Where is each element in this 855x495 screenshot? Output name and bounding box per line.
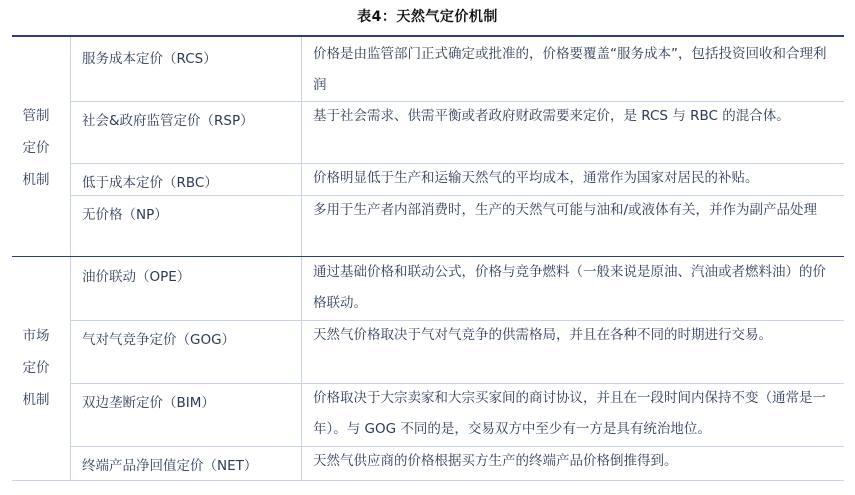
- mechanism-description: 价格明显低于生产和运输天然气的平均成本，通常作为国家对居民的补贴。: [313, 170, 759, 186]
- table-top-rule: [12, 35, 844, 37]
- group-label-line: 定价: [22, 360, 50, 376]
- group-label-line: 管制: [22, 108, 50, 124]
- table-title: 表4：天然气定价机制: [357, 9, 498, 25]
- table-bottom-rule: [12, 480, 844, 481]
- mechanism-name: 社会&政府监管定价（RSP）: [82, 113, 254, 129]
- mechanism-description: 多用于生产者内部消费时，生产的天然气可能与油和/或液体有关，并作为副产品处理: [313, 202, 818, 218]
- mechanism-description: 天然气价格取决于气对气竞争的供需格局，并且在各种不同的时期进行交易。: [313, 327, 772, 343]
- column-divider: [301, 37, 302, 256]
- column-divider: [70, 37, 71, 256]
- group-label-line: 机制: [22, 172, 50, 188]
- mechanism-description: 价格是由监管部门正式确定或批准的，价格要覆盖“服务成本”，包括投资回收和合理利润: [313, 46, 827, 93]
- group-label-line: 市场: [22, 328, 50, 344]
- mechanism-name: 气对气竞争定价（GOG）: [82, 332, 236, 348]
- group-label-regulated: [12, 100, 60, 196]
- group-label-market: [12, 320, 60, 416]
- mechanism-name: 服务成本定价（RCS）: [82, 51, 217, 67]
- mechanism-name: 终端产品净回值定价（NET）: [82, 458, 258, 474]
- group-label-line: 定价: [22, 140, 50, 156]
- mechanism-name: 无价格（NP）: [82, 207, 168, 223]
- mechanism-name: 油价联动（OPE）: [82, 269, 191, 285]
- mechanism-description: 天然气供应商的价格根据买方生产的终端产品价格倒推得到。: [313, 453, 678, 469]
- mechanism-description: 价格取决于大宗卖家和大宗买家间的商讨协议，并且在一段时间内保持不变（通常是一年）。与 GOG 不同的是，交易双方中至少有一方是具有统治地位。: [313, 390, 826, 437]
- mechanism-description: 通过基础价格和联动公式，价格与竞争燃料（一般来说是原油、汽油或者燃料油）的价格联动。: [313, 264, 826, 311]
- mechanism-name: 双边垄断定价（BIM）: [82, 395, 215, 411]
- group-label-line: 机制: [22, 392, 50, 408]
- mechanism-description: 基于社会需求、供需平衡或者政府财政需要来定价，是 RCS 与 RBC 的混合体。: [313, 108, 790, 124]
- mechanism-name: 低于成本定价（RBC）: [82, 175, 218, 191]
